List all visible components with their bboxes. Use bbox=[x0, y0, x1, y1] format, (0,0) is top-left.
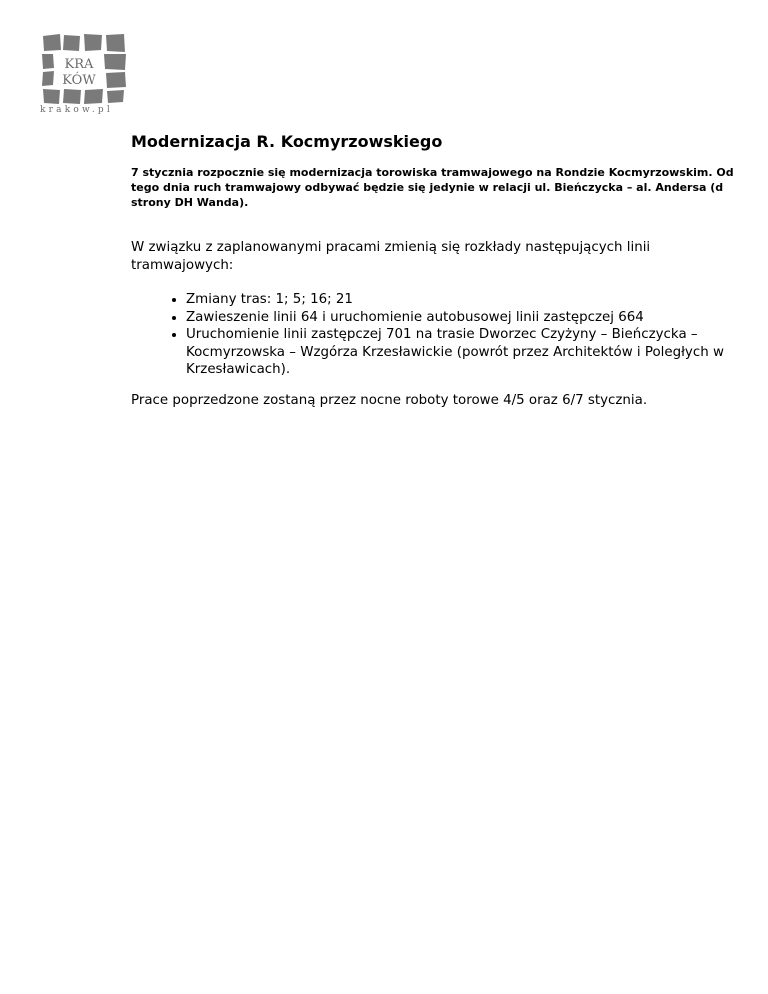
list-item: • Zawieszenie linii 64 i uruchomienie autobusowej linii zastępczej 664 bbox=[186, 309, 751, 327]
article bbox=[131, 131, 751, 410]
article-outro: Prace poprzedzone zostaną przez nocne roboty torowe 4/5 oraz 6/7 stycznia. bbox=[131, 392, 648, 408]
krakow-logo bbox=[40, 30, 130, 122]
article-intro: W związku z zaplanowanymi pracami zmienią się rozkłady następujących linii tramwajowych: bbox=[131, 240, 651, 273]
logo-text-top: KRA bbox=[64, 57, 94, 72]
list-item: • Uruchomienie linii zastępczej 701 na trasie Dworzec Czyżyny – Bieńczycka – Kocmyrzowska – Wzgórza Krzesławickie (powrót przez Architektów i Poległych w Krzesławicach). bbox=[186, 326, 751, 379]
article-lead: 7 stycznia rozpocznie się modernizacja torowiska tramwajowego na Rondzie Kocmyrzowskim. Od tego dnia ruch tramwajowy odbywać będzie się jedynie w relacji ul. Bieńczycka – al. Andersa (d strony DH Wanda). bbox=[131, 166, 734, 209]
list-item: • Zmiany tras: 1; 5; 16; 21 bbox=[186, 291, 751, 309]
logo-caption: krakow.pl bbox=[40, 105, 113, 115]
logo-text-bottom: KÓW bbox=[62, 73, 96, 88]
article-title: Modernizacja R. Kocmyrzowskiego bbox=[131, 132, 443, 151]
changes-list bbox=[131, 291, 751, 379]
logo-tiles-graphic bbox=[40, 30, 130, 104]
